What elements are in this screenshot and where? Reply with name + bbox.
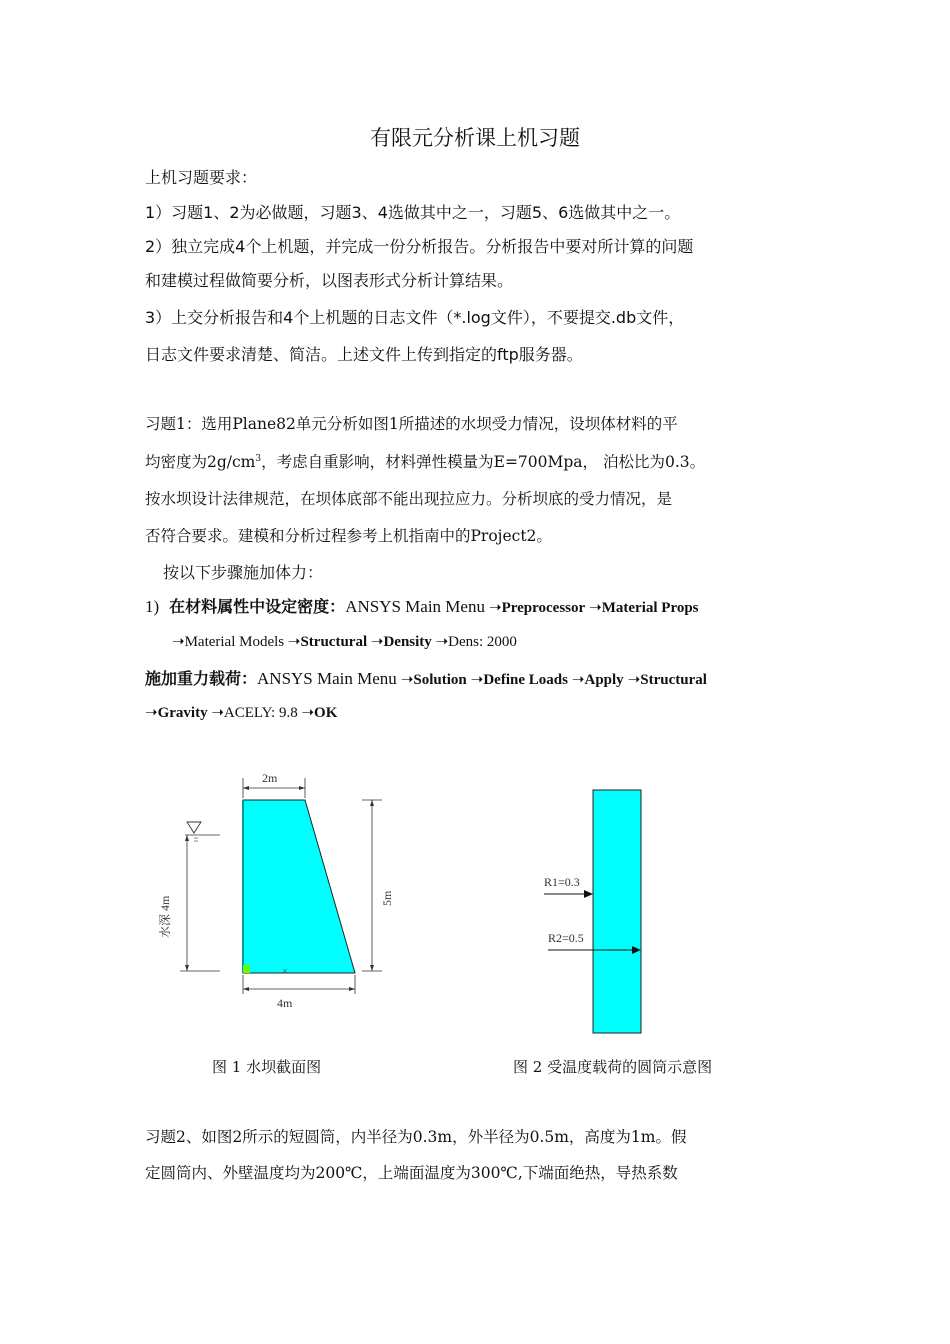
height-label: 5m — [380, 890, 394, 906]
problem1-line2-pre: 均密度为2g/cm — [145, 453, 256, 471]
arrow-icon: ➝ — [435, 634, 449, 650]
arrow-icon: ➝ — [287, 634, 301, 650]
arrowhead-icon — [243, 786, 249, 790]
acely-value: ACELY: 9.8 — [223, 705, 298, 721]
problem2-line1: 习题2、如图2所示的短圆筒，内半径为0.3m，外半径为0.5m，高度为1m。假 — [145, 1128, 687, 1146]
requirement-3a: 3）上交分析报告和4个上机题的日志文件（*.log文件），不要提交.db文件， — [145, 308, 685, 327]
arrowhead-icon — [185, 965, 189, 971]
menu-item-structural: Structural — [300, 634, 368, 650]
arrow-icon: ➝ — [370, 634, 384, 650]
water-level-icon — [187, 822, 201, 833]
r2-label: R2=0.5 — [548, 931, 584, 945]
requirement-2b: 和建模过程做简要分析，以图表形式分析计算结果。 — [145, 271, 514, 290]
menu-item-material-models: Material Models — [184, 634, 285, 650]
step1-line2 — [172, 632, 517, 651]
arrowhead-icon — [584, 890, 593, 898]
problem2-line2: 定圆筒内、外壁温度均为200℃，上端面温度为300℃,下端面绝热，导热系数 — [145, 1164, 678, 1182]
problem1-line1: 习题1：选用Plane82单元分析如图1所描述的水坝受力情况，设坝体材料的平 — [145, 415, 678, 433]
r1-label: R1=0.3 — [544, 875, 580, 889]
problem1-line2 — [145, 450, 705, 472]
step1-menu: ANSYS Main Menu — [345, 597, 485, 616]
menu-item-define-loads: Define Loads — [483, 672, 568, 688]
arrowhead-icon — [299, 786, 305, 790]
support-marker — [243, 965, 250, 973]
menu-item-structural: Structural — [640, 672, 707, 688]
gravity-line1 — [145, 666, 707, 689]
arrow-icon: ➝ — [488, 600, 502, 616]
step1-line1 — [145, 594, 699, 617]
superscript-3: 3 — [255, 453, 262, 464]
menu-item-density: Density — [383, 634, 432, 650]
gravity-label: 施加重力载荷： — [145, 669, 258, 688]
menu-item-gravity: Gravity — [157, 705, 208, 721]
water-depth-label: 水深 4m — [158, 895, 172, 938]
problem1-line4: 否符合要求。建模和分析过程参考上机指南中的Project2。 — [145, 527, 552, 545]
menu-item-material-props: Material Props — [601, 600, 699, 616]
menu-item-solution: Solution — [413, 672, 467, 688]
node-marker: × — [282, 966, 288, 976]
figure2-cylinder-diagram — [530, 780, 670, 1040]
page-title: 有限元分析课上机习题 — [370, 126, 580, 150]
arrow-icon: ➝ — [627, 672, 641, 688]
arrowhead-icon — [370, 965, 374, 971]
menu-item-apply: Apply — [584, 672, 624, 688]
bottom-width-label: 4m — [277, 996, 293, 1010]
arrow-icon: ➝ — [400, 672, 414, 688]
arrow-icon: ➝ — [172, 634, 185, 650]
arrowhead-icon — [370, 800, 374, 806]
figure1-caption: 图 1 水坝截面图 — [212, 1058, 322, 1076]
requirement-2a: 2）独立完成4个上机题，并完成一份分析报告。分析报告中要对所计算的问题 — [145, 237, 694, 256]
step1-number: 1) — [145, 597, 160, 616]
menu-item-preprocessor: Preprocessor — [501, 600, 586, 616]
steps-intro: 按以下步骤施加体力： — [163, 563, 324, 582]
arrow-icon: ➝ — [301, 705, 315, 721]
arrow-icon: ➝ — [571, 672, 585, 688]
figure1-dam-diagram — [150, 760, 410, 1020]
arrow-icon: ➝ — [211, 705, 224, 721]
arrowhead-icon — [243, 987, 249, 991]
problem1-line3: 按水坝设计法律规范，在坝体底部不能出现拉应力。分析坝底的受力情况，是 — [145, 490, 673, 508]
arrowhead-icon — [185, 835, 189, 841]
arrowhead-icon — [349, 987, 355, 991]
gravity-line2 — [145, 703, 337, 722]
cylinder-wall — [593, 790, 641, 1033]
arrow-icon: ➝ — [589, 600, 602, 616]
requirement-3b: 日志文件要求清楚、简洁。上述文件上传到指定的ftp服务器。 — [145, 345, 583, 364]
requirement-1: 1）习题1、2为必做题，习题3、4选做其中之一，习题5、6选做其中之一。 — [145, 203, 681, 222]
density-value: Dens: 2000 — [448, 634, 517, 650]
top-width-label: 2m — [262, 771, 278, 785]
problem1-line2-post: ，考虑自重影响，材料弹性模量为E=700Mpa， 泊松比为0.3。 — [261, 453, 706, 471]
requirements-heading: 上机习题要求： — [145, 168, 258, 187]
ok-button-label: OK — [314, 705, 338, 721]
step1-label: 在材料属性中设定密度： — [169, 597, 346, 616]
figure2-caption: 图 2 受温度载荷的圆筒示意图 — [513, 1058, 713, 1076]
arrow-icon: ➝ — [470, 672, 484, 688]
arrow-icon: ➝ — [145, 705, 158, 721]
dam-section — [243, 800, 355, 973]
gravity-menu: ANSYS Main Menu — [257, 669, 397, 688]
